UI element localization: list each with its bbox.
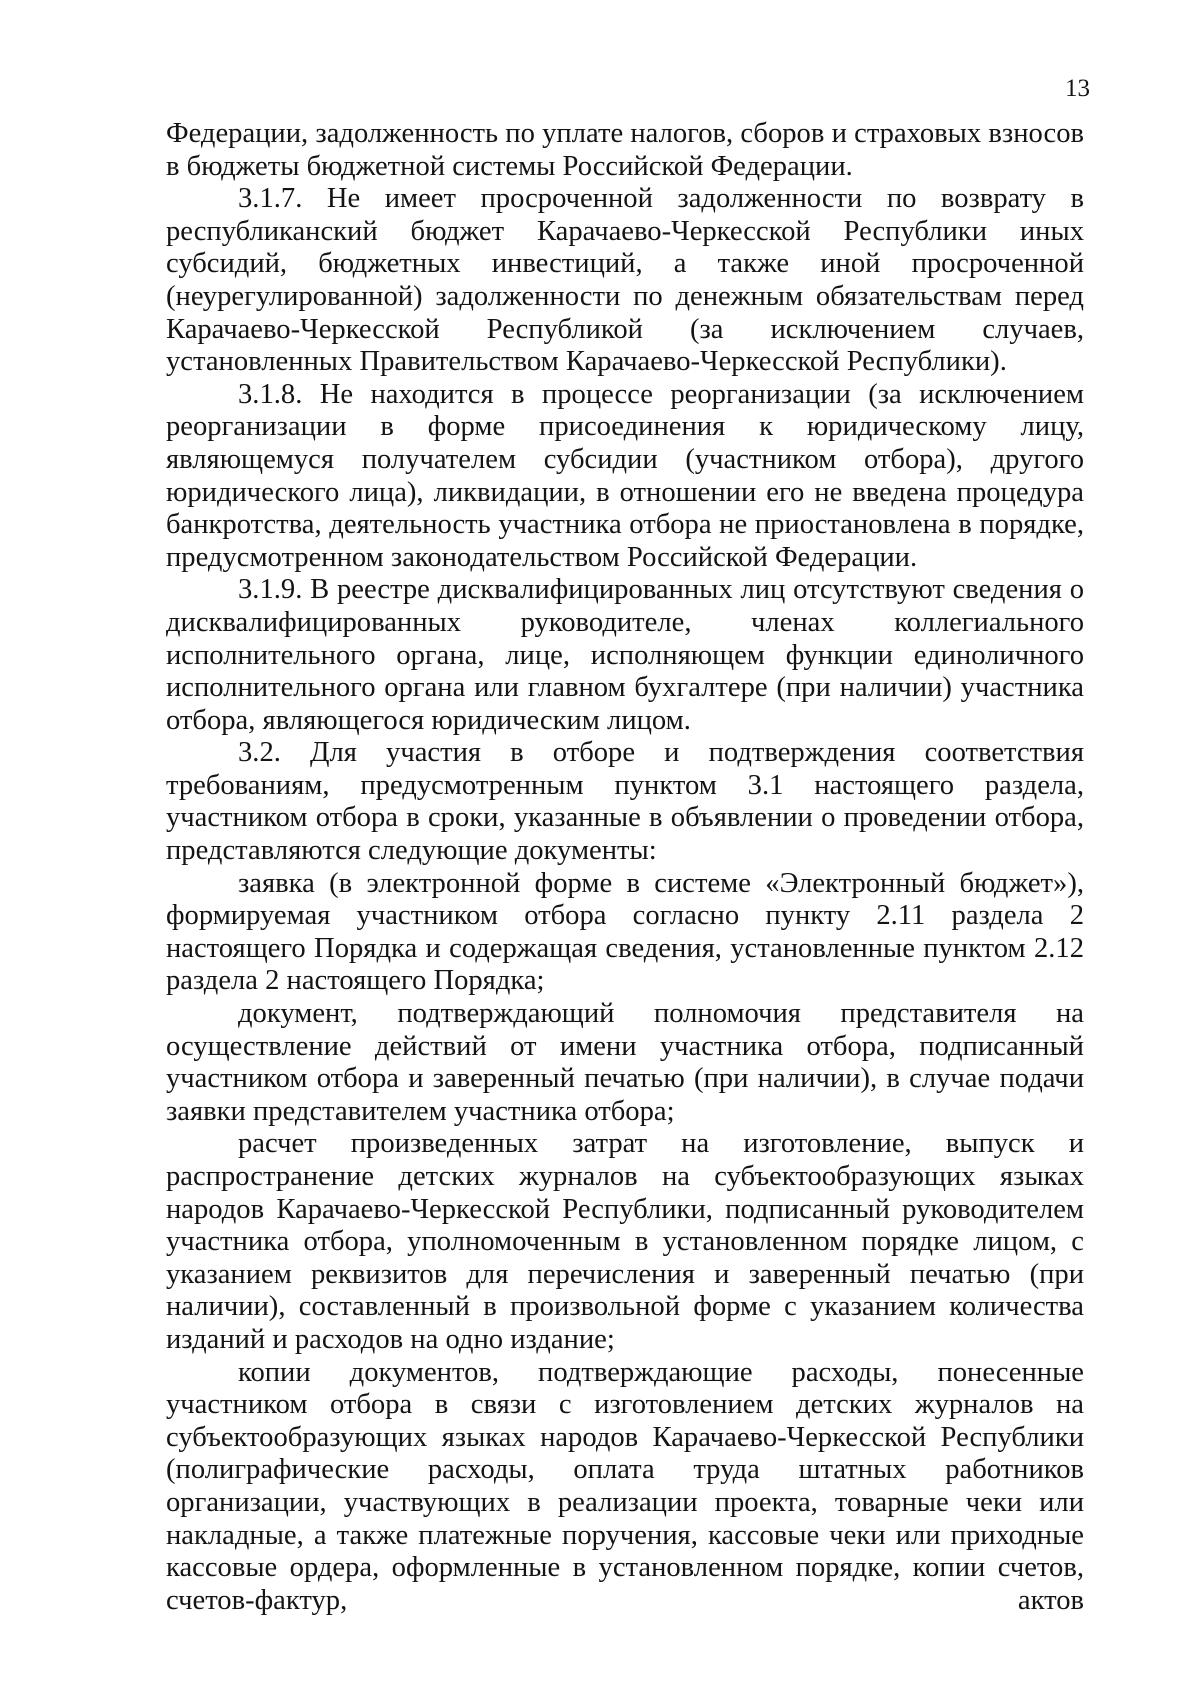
page-number: 13 bbox=[1065, 75, 1090, 102]
paragraph-3-1-9: 3.1.9. В реестре дисквалифицированных лиц отсутствуют сведения о дисквалифицированных руководителе, членах коллегиального исполнительного органа, лице, исполняющем функции единоличного исполнительного органа или главном бухгалтере (при наличии) участника отбора, являющегося юридическим лицом. bbox=[166, 574, 1084, 736]
paragraph-3-1-7: 3.1.7. Не имеет просроченной задолженности по возврату в республиканский бюджет Карачаево-Черкесской Республики иных субсидий, бюджетных инвестиций, а также иной просроченной (неурегулированной) задолженности по денежным обязательствам перед Карачаево-Черкесской Республикой (за исключением случаев, установленных Правительством Карачаево-Черкесской Республики). bbox=[166, 183, 1084, 378]
paragraph-authority-document: документ, подтверждающий полномочия представителя на осуществление действий от имени участника отбора, подписанный участником отбора и заверенный печатью (при наличии), в случае подачи заявки представителем участника отбора; bbox=[166, 998, 1084, 1127]
paragraph-3-2: 3.2. Для участия в отборе и подтверждения соответствия требованиям, предусмотренным пунктом 3.1 настоящего раздела, участником отбора в сроки, указанные в объявлении о проведении отбора, представляются следующие документы: bbox=[166, 737, 1084, 867]
paragraph-application: заявка (в электронной форме в системе «Электронный бюджет»), формируемая участником отбора согласно пункту 2.11 раздела 2 настоящего Порядка и содержащая сведения, установленные пунктом 2.12 раздела 2 настоящего Порядка; bbox=[166, 867, 1084, 997]
paragraph-expense-copies: копии документов, подтверждающие расходы, понесенные участником отбора в связи с изготовлением детских журналов на субъектообразующих языках народов Карачаево-Черкесской Республики (полиграфические расходы, оплата труда штатных работников организации, участвующих в реализации проекта, товарные чеки или накладные, а также платежные поручения, кассовые чеки или приходные кассовые ордера, оформленные в установленном порядке, копии счетов, счетов-фактур, актов bbox=[166, 1356, 1084, 1616]
paragraph-3-1-8: 3.1.8. Не находится в процессе реорганизации (за исключением реорганизации в форме присоединения к юридическому лицу, являющемуся получателем субсидии (участником отбора), другого юридического лица), ликвидации, в отношении его не введена процедура банкротства, деятельность участника отбора не приостановлена в порядке, предусмотренном законодательством Российской Федерации. bbox=[166, 378, 1084, 573]
paragraph-continuation: Федерации, задолженность по уплате налогов, сборов и страховых взносов в бюджеты бюджетной системы Российской Федерации. bbox=[166, 118, 1084, 182]
paragraph-cost-calculation: расчет произведенных затрат на изготовление, выпуск и распространение детских журналов на субъектообразующих языках народов Карачаево-Черкесской Республики, подписанный руководителем участника отбора, уполномоченным в установленном порядке лицом, с указанием реквизитов для перечисления и заверенный печатью (при наличии), составленный в произвольной форме с указанием количества изданий и расходов на одно издание; bbox=[166, 1128, 1084, 1355]
document-body bbox=[166, 118, 1084, 1617]
